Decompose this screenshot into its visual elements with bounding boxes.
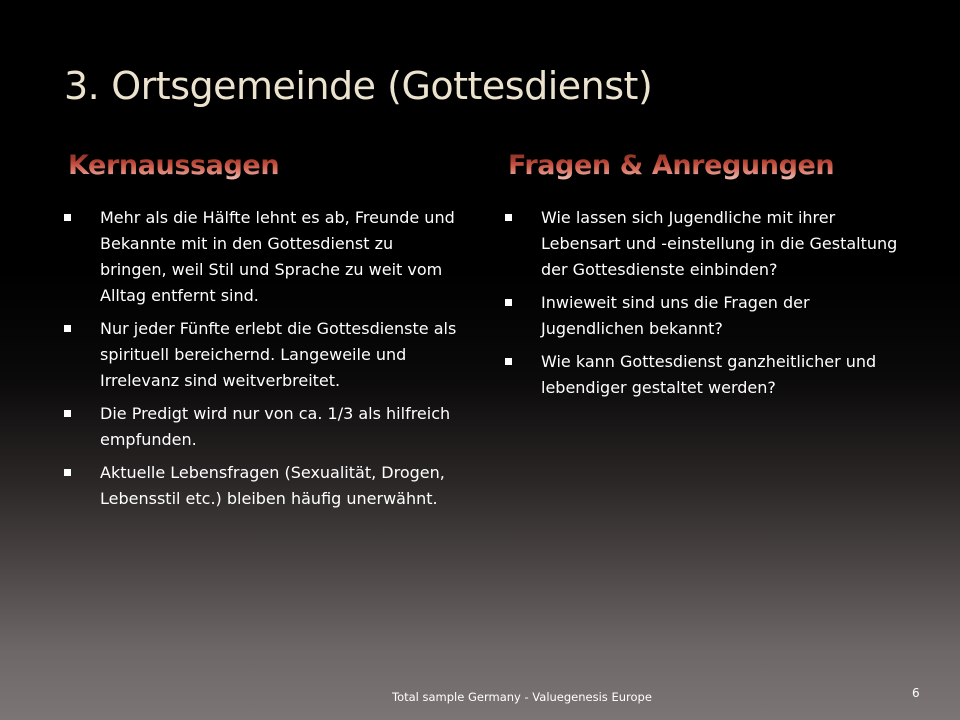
- list-item: [505, 205, 905, 283]
- square-bullet-icon: [64, 410, 71, 417]
- list-item: [64, 316, 464, 394]
- square-bullet-icon: [64, 469, 71, 476]
- bullet-text: Die Predigt wird nur von ca. 1/3 als hilfreich empfunden.: [100, 404, 451, 449]
- bullet-text: Inwieweit sind uns die Fragen der Jugendlichen bekannt?: [541, 293, 810, 338]
- slide-title-number: 3.: [64, 64, 100, 108]
- list-item: [505, 290, 905, 342]
- key-statements-list: [64, 205, 464, 519]
- slide-footer: Total sample Germany - Valuegenesis Europe: [392, 690, 652, 704]
- left-column-heading: Kernaussagen: [68, 150, 280, 181]
- questions-list: [505, 205, 905, 408]
- square-bullet-icon: [505, 299, 512, 306]
- bullet-text: Wie lassen sich Jugendliche mit ihrer Lebensart und -einstellung in die Gestaltung der Gottesdienste einbinden?: [541, 208, 898, 279]
- slide-title-text: Ortsgemeinde (Gottesdienst): [111, 64, 653, 108]
- right-column-heading: Fragen & Anregungen: [508, 150, 835, 181]
- list-item: [64, 205, 464, 309]
- list-item: [505, 349, 905, 401]
- square-bullet-icon: [64, 325, 71, 332]
- bullet-text: Wie kann Gottesdienst ganzheitlicher und lebendiger gestaltet werden?: [541, 352, 877, 397]
- slide-title: [64, 64, 924, 108]
- page-number: 6: [912, 686, 920, 700]
- list-item: [64, 401, 464, 453]
- bullet-text: Aktuelle Lebensfragen (Sexualität, Drogen, Lebensstil etc.) bleiben häufig unerwähnt.: [100, 463, 445, 508]
- square-bullet-icon: [64, 214, 71, 221]
- bullet-text: Mehr als die Hälfte lehnt es ab, Freunde und Bekannte mit in den Gottesdienst zu bringen, weil Stil und Sprache zu weit vom Alltag entfernt sind.: [100, 208, 455, 305]
- list-item: [64, 460, 464, 512]
- bullet-text: Nur jeder Fünfte erlebt die Gottesdienste als spirituell bereichernd. Langeweile und Irrelevanz sind weitverbreitet.: [100, 319, 457, 390]
- square-bullet-icon: [505, 358, 512, 365]
- square-bullet-icon: [505, 214, 512, 221]
